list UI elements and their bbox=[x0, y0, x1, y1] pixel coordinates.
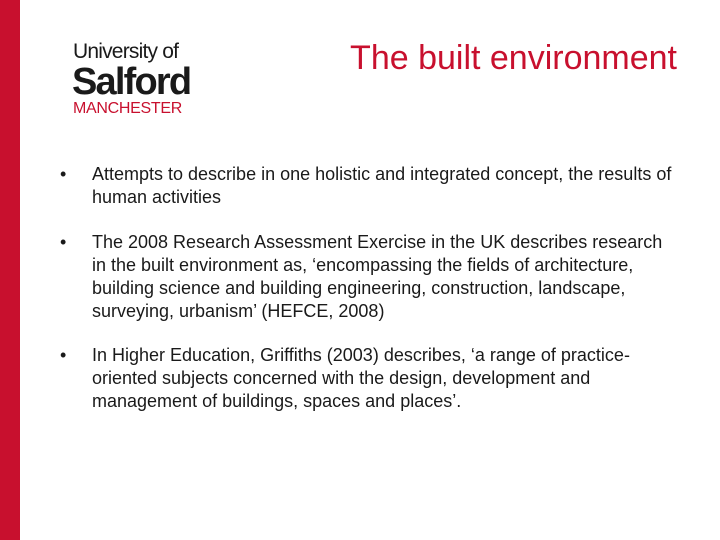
logo-manchester: MANCHESTER bbox=[73, 100, 183, 117]
bullet-item bbox=[60, 231, 680, 323]
bullet-list bbox=[60, 163, 680, 435]
slide-title: The built environment bbox=[350, 39, 677, 77]
university-logo bbox=[73, 40, 193, 120]
bullet-item bbox=[60, 344, 680, 413]
bullet-marker: • bbox=[60, 345, 67, 365]
bullet-text: The 2008 Research Assessment Exercise in the UK describes research in the built environment as, ‘encompassing the fields of architecture, building science and building engineering, construction, landscape, surveying, urbanism’ (HEFCE, 2008) bbox=[92, 232, 663, 321]
bullet-marker: • bbox=[60, 232, 67, 252]
logo-salford: Salford bbox=[72, 61, 191, 103]
side-accent-bar bbox=[0, 0, 20, 540]
logo-university-of: University of bbox=[73, 40, 179, 63]
bullet-item bbox=[60, 163, 680, 209]
bullet-text: Attempts to describe in one holistic and integrated concept, the results of human activities bbox=[92, 164, 672, 207]
bullet-text: In Higher Education, Griffiths (2003) describes, ‘a range of practice-oriented subjects concerned with the design, development and management of buildings, spaces and places’. bbox=[92, 345, 630, 411]
bullet-marker: • bbox=[60, 164, 67, 184]
